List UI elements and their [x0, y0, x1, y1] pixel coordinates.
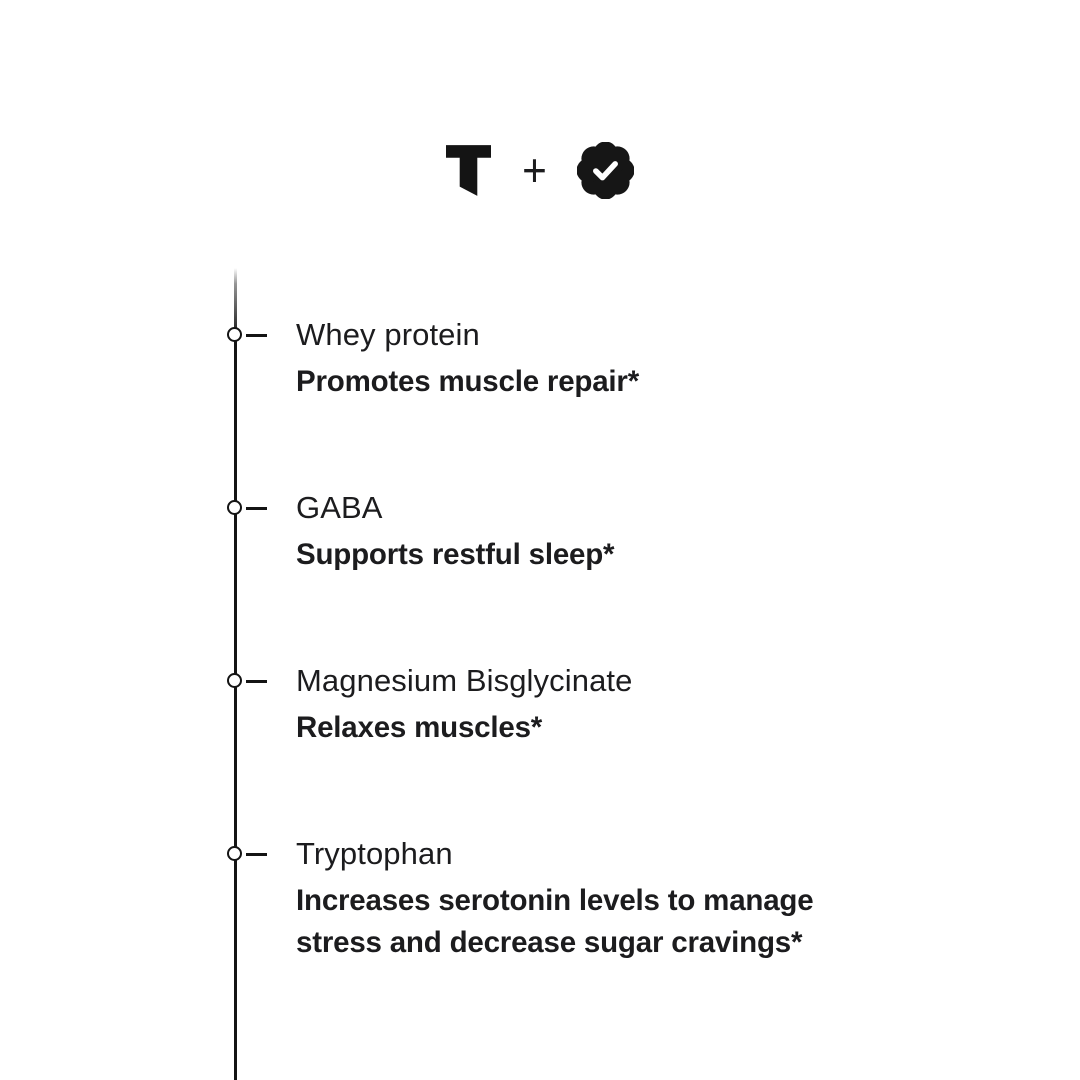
timeline-connector-dash	[246, 853, 267, 856]
timeline-connector-dash	[246, 334, 267, 337]
timeline-connector-dash	[246, 507, 267, 510]
timeline-item-magnesium-bisglycinate	[0, 660, 1080, 749]
benefit-line: stress and decrease sugar cravings*	[296, 926, 803, 959]
timeline-node-icon	[227, 500, 242, 515]
timeline-item-gaba	[0, 487, 1080, 576]
ingredient-title: GABA	[296, 490, 383, 525]
timeline-node-icon	[227, 673, 242, 688]
benefit-line: Relaxes muscles*	[296, 711, 543, 744]
benefit-line: Supports restful sleep*	[296, 538, 615, 571]
ingredient-title: Tryptophan	[296, 836, 453, 871]
timeline-node-icon	[227, 846, 242, 861]
ingredient-benefit	[296, 534, 1080, 576]
benefit-line: Promotes muscle repair*	[296, 365, 639, 398]
timeline-item-tryptophan	[0, 833, 1080, 964]
ingredient-benefit	[296, 707, 1080, 749]
plus-icon: +	[521, 144, 547, 196]
timeline-connector-dash	[246, 680, 267, 683]
ingredient-title: Whey protein	[296, 317, 480, 352]
brand-lockup	[0, 139, 1080, 201]
timeline-node-icon	[227, 327, 242, 342]
verified-badge-icon	[577, 142, 634, 199]
ingredient-title: Magnesium Bisglycinate	[296, 663, 633, 698]
benefit-line: Increases serotonin levels to manage	[296, 884, 814, 917]
ingredient-benefit	[296, 361, 1080, 403]
ingredient-benefit	[296, 880, 1080, 964]
timeline-item-whey-protein	[0, 314, 1080, 403]
t-logo-shape	[446, 145, 491, 196]
t-logo-icon	[446, 145, 491, 196]
